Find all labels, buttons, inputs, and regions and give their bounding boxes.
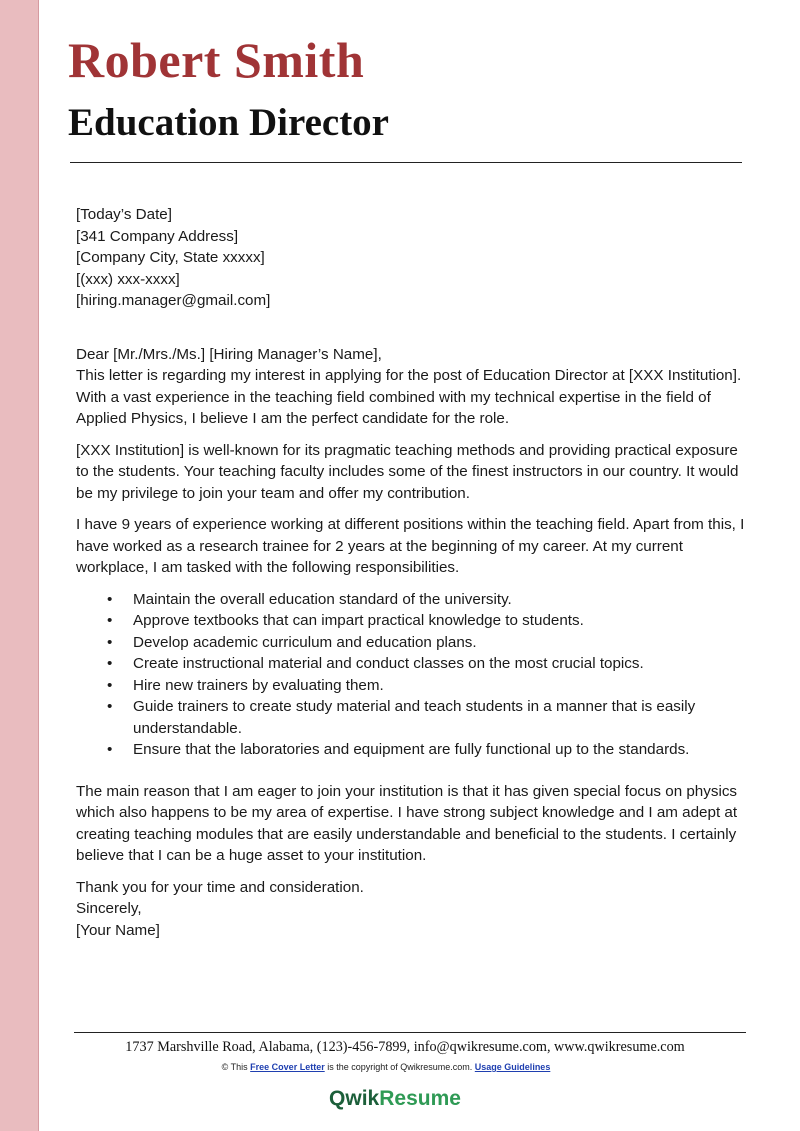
list-item-text: Maintain the overall education standard of the university. bbox=[133, 590, 512, 608]
address-line: [hiring.manager@gmail.com] bbox=[76, 292, 271, 309]
copyright-prefix: This bbox=[230, 1062, 248, 1072]
list-item bbox=[107, 632, 752, 654]
decorative-sidebar bbox=[0, 0, 39, 1131]
list-item bbox=[107, 653, 752, 675]
list-item bbox=[107, 589, 752, 611]
body-paragraph: I have 9 years of experience working at different positions within the teaching field. Apart from this, I have worked as a research trainee for 2 years at the beginning of my career. At my current workplace, I am tasked with the following responsibilities. bbox=[76, 516, 745, 576]
brand-logo-part: Resume bbox=[379, 1087, 461, 1110]
letter-date: [Today’s Date] bbox=[76, 206, 172, 223]
responsibilities-list bbox=[76, 589, 752, 761]
address-line: [(xxx) xxx-xxxx] bbox=[76, 270, 180, 288]
bullet-icon: • bbox=[107, 676, 113, 694]
free-cover-letter-link[interactable]: Free Cover Letter bbox=[250, 1062, 325, 1072]
bullet-icon: • bbox=[107, 612, 113, 629]
list-item bbox=[107, 696, 752, 739]
list-item bbox=[107, 675, 752, 697]
closing-paragraph: The main reason that I am eager to join your institution is that it has given special focus on physics which also happens to be my area of expertise. I have strong subject knowledge and I am adept at creating teaching modules that are easily understandable and beneficial to the students. I certainly believe that I can be a huge asset to your institution. bbox=[76, 782, 738, 864]
recipient-address bbox=[76, 226, 752, 312]
job-title: Education Director bbox=[68, 101, 389, 144]
copyright-notice bbox=[0, 1060, 772, 1074]
address-line: [341 Company Address] bbox=[76, 227, 239, 245]
letter-body bbox=[76, 204, 752, 941]
bullet-icon: • bbox=[107, 633, 113, 651]
bullet-icon: • bbox=[107, 741, 113, 758]
sign-off: Sincerely, bbox=[76, 900, 142, 917]
applicant-name: Robert Smith bbox=[68, 32, 365, 88]
list-item-text: Hire new trainers by evaluating them. bbox=[133, 676, 384, 694]
salutation: Dear [Mr./Mrs./Ms.] [Hiring Manager’s Name], bbox=[76, 345, 382, 363]
signature-name: [Your Name] bbox=[76, 921, 160, 939]
brand-logo[interactable] bbox=[0, 1085, 790, 1113]
list-item bbox=[107, 610, 752, 632]
usage-guidelines-link[interactable]: Usage Guidelines bbox=[474, 1062, 551, 1072]
list-item-text: Ensure that the laboratories and equipment are fully functional up to the standards. bbox=[133, 741, 690, 758]
bullet-icon: • bbox=[107, 698, 113, 715]
footer-divider bbox=[74, 1032, 746, 1033]
body-paragraph: [XXX Institution] is well-known for its pragmatic teaching methods and providing practical exposure to the students. Your teaching faculty includes some of the finest instructors in our country. It would be my privilege to join your team and offer my contribution. bbox=[76, 441, 739, 502]
bullet-icon: • bbox=[107, 590, 113, 608]
list-item-text: Guide trainers to create study material and teach students in a manner that is easily understandable. bbox=[133, 698, 696, 737]
thank-you-line: Thank you for your time and consideration. bbox=[76, 878, 364, 896]
body-paragraph: This letter is regarding my interest in applying for the post of Education Director at [XXX Institution]. With a vast experience in the teaching field combined with my technical expertise in the field of Applied Physics, I believe I am the perfect candidate for the role. bbox=[76, 367, 742, 427]
bullet-icon: • bbox=[107, 655, 113, 672]
copyright-text: is the copyright of Qwikresume.com. bbox=[327, 1062, 473, 1072]
address-line: [Company City, State xxxxx] bbox=[76, 249, 265, 266]
copyright-icon: © bbox=[221, 1062, 229, 1072]
brand-logo-part: Qwik bbox=[329, 1087, 380, 1110]
header-divider bbox=[70, 162, 742, 163]
list-item-text: Develop academic curriculum and education plans. bbox=[133, 633, 477, 651]
list-item-text: Create instructional material and conduct classes on the most crucial topics. bbox=[133, 655, 644, 672]
list-item-text: Approve textbooks that can impart practical knowledge to students. bbox=[133, 612, 584, 629]
list-item bbox=[107, 739, 752, 761]
footer-contact: 1737 Marshville Road, Alabama, (123)-456-7899, info@qwikresume.com, www.qwikresume.com bbox=[125, 1039, 685, 1055]
